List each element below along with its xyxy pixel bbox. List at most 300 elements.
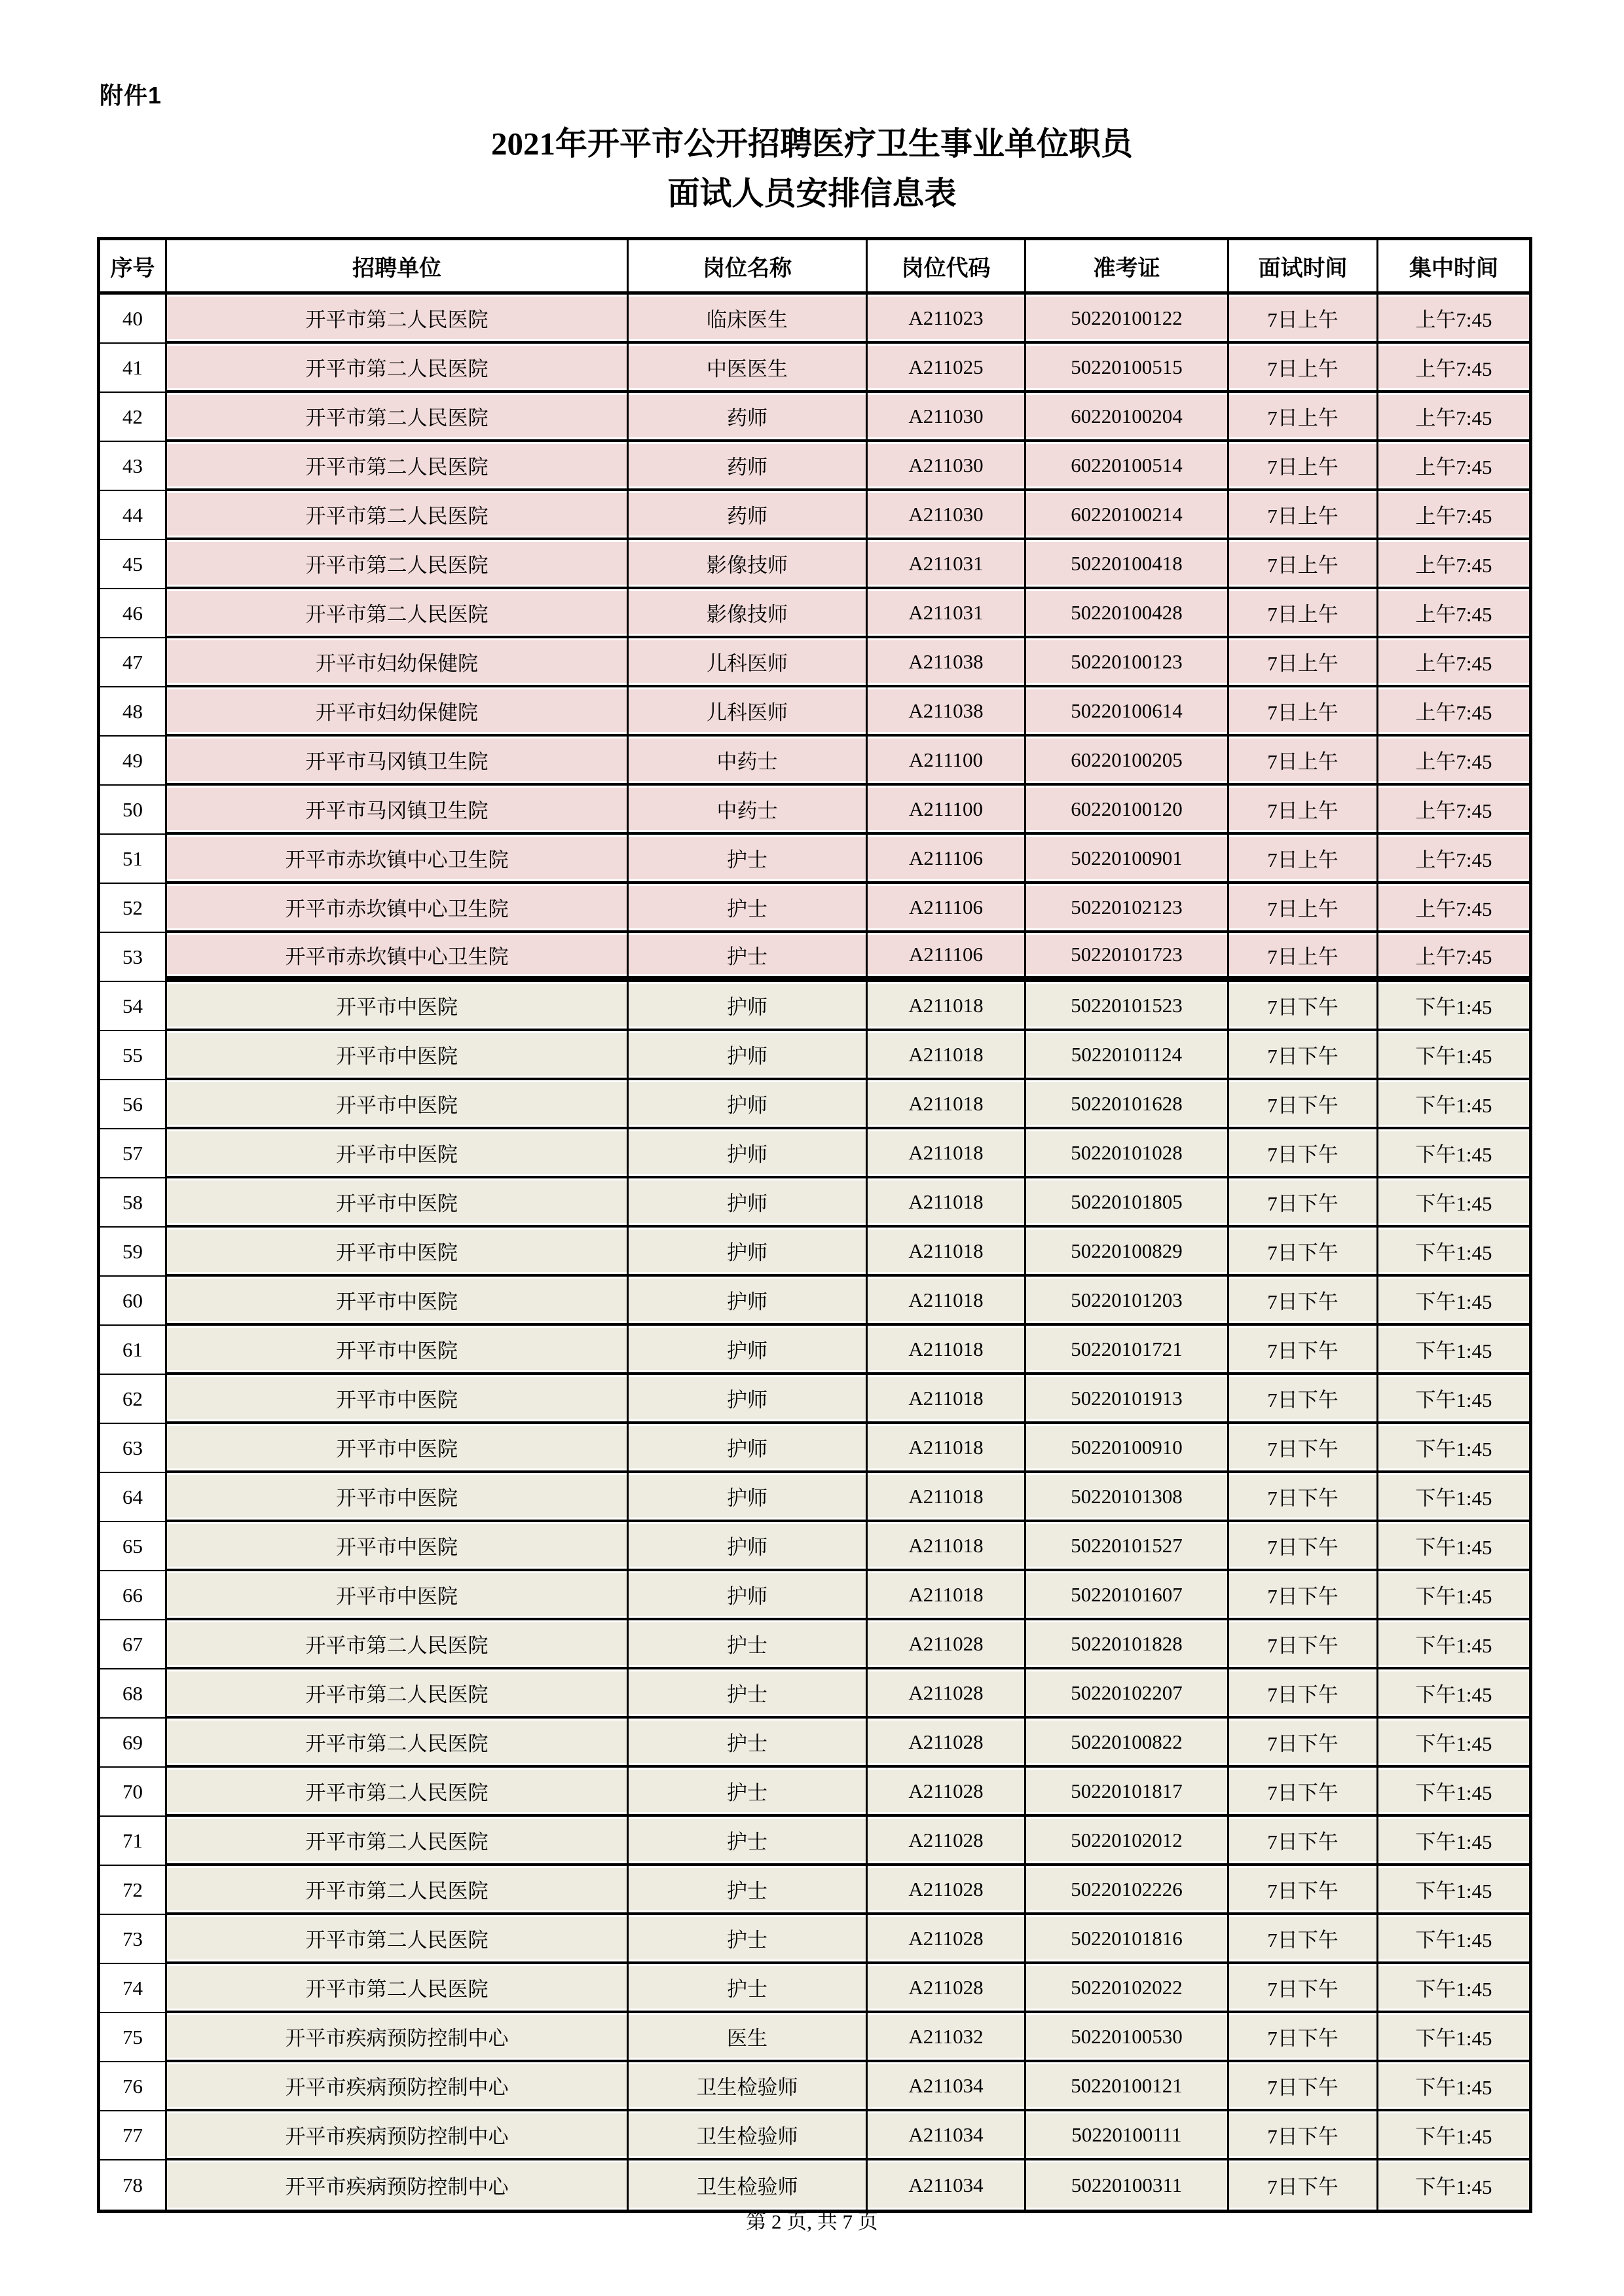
cell-ticket: 50220101805 — [1026, 1178, 1229, 1228]
cell-no: 55 — [100, 1031, 167, 1080]
cell-no: 65 — [100, 1522, 167, 1571]
cell-post: 护士 — [629, 1866, 868, 1915]
cell-unit: 开平市疾病预防控制中心 — [167, 2111, 629, 2160]
cell-ticket: 50220102207 — [1026, 1669, 1229, 1719]
cell-code: A211018 — [868, 1277, 1026, 1326]
cell-ticket: 50220102022 — [1026, 1964, 1229, 2013]
cell-ticket: 50220101203 — [1026, 1277, 1229, 1326]
cell-ticket: 50220100121 — [1026, 2062, 1229, 2111]
cell-post: 护士 — [629, 933, 868, 982]
cell-ticket: 50220101913 — [1026, 1375, 1229, 1424]
cell-gather: 下午1:45 — [1378, 2160, 1529, 2210]
cell-code: A211034 — [868, 2160, 1026, 2210]
cell-post: 护师 — [629, 1571, 868, 1620]
cell-unit: 开平市中医院 — [167, 1129, 629, 1178]
cell-time: 7日下午 — [1229, 1915, 1378, 1964]
cell-gather: 上午7:45 — [1378, 884, 1529, 933]
table-row — [100, 687, 1529, 737]
cell-time: 7日下午 — [1229, 1326, 1378, 1375]
cell-post: 护师 — [629, 1129, 868, 1178]
cell-no: 44 — [100, 491, 167, 540]
table-row — [100, 1915, 1529, 1964]
cell-gather: 下午1:45 — [1378, 2111, 1529, 2160]
cell-no: 50 — [100, 786, 167, 835]
cell-unit: 开平市第二人民医院 — [167, 442, 629, 491]
cell-code: A211028 — [868, 1964, 1026, 2013]
cell-post: 护师 — [629, 1178, 868, 1228]
cell-post: 护师 — [629, 1080, 868, 1129]
cell-time: 7日下午 — [1229, 1424, 1378, 1473]
cell-no: 58 — [100, 1178, 167, 1228]
cell-time: 7日下午 — [1229, 1080, 1378, 1129]
cell-no: 42 — [100, 393, 167, 442]
cell-post: 护师 — [629, 1473, 868, 1522]
interview-schedule-table — [97, 237, 1532, 2213]
cell-gather: 下午1:45 — [1378, 1228, 1529, 1277]
table-row — [100, 1228, 1529, 1277]
table-row — [100, 786, 1529, 835]
cell-post: 卫生检验师 — [629, 2160, 868, 2210]
cell-no: 62 — [100, 1375, 167, 1424]
table-row — [100, 1620, 1529, 1669]
cell-ticket: 50220100122 — [1026, 295, 1229, 344]
cell-ticket: 50220100418 — [1026, 540, 1229, 589]
table-row — [100, 1669, 1529, 1719]
cell-post: 护士 — [629, 1768, 868, 1817]
cell-time: 7日下午 — [1229, 982, 1378, 1031]
cell-time: 7日上午 — [1229, 491, 1378, 540]
table-row — [100, 2062, 1529, 2111]
cell-time: 7日下午 — [1229, 1277, 1378, 1326]
cell-ticket: 50220101721 — [1026, 1326, 1229, 1375]
cell-post: 中医医生 — [629, 344, 868, 393]
cell-post: 影像技师 — [629, 540, 868, 589]
cell-gather: 下午1:45 — [1378, 1915, 1529, 1964]
cell-ticket: 60220100120 — [1026, 786, 1229, 835]
cell-code: A211023 — [868, 295, 1026, 344]
cell-code: A211028 — [868, 1620, 1026, 1669]
cell-time: 7日下午 — [1229, 1866, 1378, 1915]
cell-unit: 开平市赤坎镇中心卫生院 — [167, 933, 629, 982]
cell-code: A211018 — [868, 1178, 1026, 1228]
cell-gather: 下午1:45 — [1378, 1719, 1529, 1768]
cell-gather: 上午7:45 — [1378, 933, 1529, 982]
cell-unit: 开平市中医院 — [167, 1228, 629, 1277]
cell-code: A211032 — [868, 2013, 1026, 2062]
column-header-5: 面试时间 — [1229, 240, 1378, 295]
cell-gather: 下午1:45 — [1378, 1620, 1529, 1669]
cell-post: 护师 — [629, 1375, 868, 1424]
cell-ticket: 50220100515 — [1026, 344, 1229, 393]
cell-unit: 开平市中医院 — [167, 1277, 629, 1326]
cell-no: 41 — [100, 344, 167, 393]
cell-gather: 下午1:45 — [1378, 1080, 1529, 1129]
cell-gather: 下午1:45 — [1378, 2013, 1529, 2062]
cell-ticket: 50220100822 — [1026, 1719, 1229, 1768]
table-row — [100, 1964, 1529, 2013]
cell-code: A211018 — [868, 1129, 1026, 1178]
cell-post: 护师 — [629, 1326, 868, 1375]
cell-code: A211028 — [868, 1915, 1026, 1964]
cell-code: A211100 — [868, 786, 1026, 835]
cell-time: 7日上午 — [1229, 786, 1378, 835]
cell-ticket: 50220101628 — [1026, 1080, 1229, 1129]
cell-ticket: 50220101828 — [1026, 1620, 1229, 1669]
cell-code: A211028 — [868, 1817, 1026, 1866]
cell-time: 7日上午 — [1229, 344, 1378, 393]
cell-post: 儿科医师 — [629, 638, 868, 687]
cell-unit: 开平市妇幼保健院 — [167, 687, 629, 737]
cell-post: 护士 — [629, 1719, 868, 1768]
cell-time: 7日下午 — [1229, 1571, 1378, 1620]
cell-no: 59 — [100, 1228, 167, 1277]
cell-code: A211018 — [868, 1326, 1026, 1375]
cell-gather: 下午1:45 — [1378, 1473, 1529, 1522]
cell-gather: 上午7:45 — [1378, 687, 1529, 737]
cell-ticket: 50220100530 — [1026, 2013, 1229, 2062]
column-header-4: 准考证 — [1026, 240, 1229, 295]
cell-ticket: 50220101308 — [1026, 1473, 1229, 1522]
cell-code: A211100 — [868, 737, 1026, 786]
table-row — [100, 589, 1529, 638]
table-row — [100, 1129, 1529, 1178]
cell-no: 54 — [100, 982, 167, 1031]
cell-ticket: 60220100205 — [1026, 737, 1229, 786]
cell-gather: 上午7:45 — [1378, 344, 1529, 393]
cell-code: A211025 — [868, 344, 1026, 393]
cell-time: 7日上午 — [1229, 638, 1378, 687]
cell-gather: 上午7:45 — [1378, 540, 1529, 589]
cell-post: 护士 — [629, 1620, 868, 1669]
cell-unit: 开平市中医院 — [167, 1424, 629, 1473]
cell-unit: 开平市赤坎镇中心卫生院 — [167, 884, 629, 933]
cell-gather: 下午1:45 — [1378, 1178, 1529, 1228]
cell-post: 药师 — [629, 491, 868, 540]
cell-code: A211018 — [868, 1228, 1026, 1277]
cell-code: A211018 — [868, 1522, 1026, 1571]
cell-ticket: 50220101816 — [1026, 1915, 1229, 1964]
title-line-2: 面试人员安排信息表 — [667, 175, 957, 211]
cell-time: 7日上午 — [1229, 737, 1378, 786]
cell-post: 护士 — [629, 884, 868, 933]
cell-time: 7日下午 — [1229, 1473, 1378, 1522]
cell-ticket: 50220100901 — [1026, 835, 1229, 884]
cell-gather: 上午7:45 — [1378, 393, 1529, 442]
cell-unit: 开平市中医院 — [167, 1326, 629, 1375]
cell-post: 护师 — [629, 982, 868, 1031]
cell-time: 7日上午 — [1229, 835, 1378, 884]
cell-ticket: 50220100311 — [1026, 2160, 1229, 2210]
cell-post: 护士 — [629, 1964, 868, 2013]
table-row — [100, 737, 1529, 786]
cell-code: A211018 — [868, 1375, 1026, 1424]
table-row — [100, 1571, 1529, 1620]
cell-unit: 开平市第二人民医院 — [167, 540, 629, 589]
table-row — [100, 442, 1529, 491]
table-row — [100, 1080, 1529, 1129]
table-row — [100, 295, 1529, 344]
table-row — [100, 1424, 1529, 1473]
cell-unit: 开平市赤坎镇中心卫生院 — [167, 835, 629, 884]
cell-gather: 下午1:45 — [1378, 1964, 1529, 2013]
cell-post: 药师 — [629, 442, 868, 491]
cell-gather: 上午7:45 — [1378, 589, 1529, 638]
cell-gather: 上午7:45 — [1378, 786, 1529, 835]
cell-code: A211018 — [868, 1080, 1026, 1129]
cell-gather: 下午1:45 — [1378, 982, 1529, 1031]
cell-time: 7日下午 — [1229, 1768, 1378, 1817]
cell-post: 护士 — [629, 1915, 868, 1964]
cell-code: A211030 — [868, 393, 1026, 442]
cell-no: 46 — [100, 589, 167, 638]
cell-unit: 开平市疾病预防控制中心 — [167, 2013, 629, 2062]
table-row — [100, 1326, 1529, 1375]
cell-no: 72 — [100, 1866, 167, 1915]
cell-unit: 开平市第二人民医院 — [167, 1768, 629, 1817]
cell-time: 7日下午 — [1229, 2062, 1378, 2111]
cell-unit: 开平市第二人民医院 — [167, 393, 629, 442]
cell-code: A211018 — [868, 1473, 1026, 1522]
cell-unit: 开平市第二人民医院 — [167, 589, 629, 638]
cell-unit: 开平市第二人民医院 — [167, 1866, 629, 1915]
table-row — [100, 1178, 1529, 1228]
cell-unit: 开平市马冈镇卫生院 — [167, 737, 629, 786]
cell-ticket: 60220100514 — [1026, 442, 1229, 491]
cell-gather: 下午1:45 — [1378, 1866, 1529, 1915]
table-row — [100, 884, 1529, 933]
cell-no: 63 — [100, 1424, 167, 1473]
cell-no: 48 — [100, 687, 167, 737]
cell-gather: 下午1:45 — [1378, 1277, 1529, 1326]
cell-unit: 开平市马冈镇卫生院 — [167, 786, 629, 835]
cell-code: A211028 — [868, 1669, 1026, 1719]
table-row — [100, 1473, 1529, 1522]
cell-code: A211030 — [868, 442, 1026, 491]
cell-no: 51 — [100, 835, 167, 884]
cell-post: 护师 — [629, 1228, 868, 1277]
table-row — [100, 1031, 1529, 1080]
cell-code: A211018 — [868, 1571, 1026, 1620]
column-header-2: 岗位名称 — [629, 240, 868, 295]
cell-post: 护士 — [629, 1669, 868, 1719]
cell-ticket: 50220101124 — [1026, 1031, 1229, 1080]
cell-no: 57 — [100, 1129, 167, 1178]
table-row — [100, 933, 1529, 982]
cell-no: 78 — [100, 2160, 167, 2210]
cell-ticket: 50220101817 — [1026, 1768, 1229, 1817]
cell-post: 中药士 — [629, 786, 868, 835]
cell-time: 7日下午 — [1229, 1719, 1378, 1768]
table-row — [100, 2111, 1529, 2160]
cell-no: 69 — [100, 1719, 167, 1768]
cell-unit: 开平市中医院 — [167, 1571, 629, 1620]
cell-time: 7日上午 — [1229, 589, 1378, 638]
cell-unit: 开平市第二人民医院 — [167, 344, 629, 393]
cell-post: 卫生检验师 — [629, 2111, 868, 2160]
cell-no: 64 — [100, 1473, 167, 1522]
table-row — [100, 638, 1529, 687]
cell-code: A211028 — [868, 1866, 1026, 1915]
cell-code: A211030 — [868, 491, 1026, 540]
cell-time: 7日下午 — [1229, 1620, 1378, 1669]
cell-ticket: 50220102123 — [1026, 884, 1229, 933]
cell-unit: 开平市第二人民医院 — [167, 1817, 629, 1866]
table-row — [100, 491, 1529, 540]
cell-time: 7日下午 — [1229, 1031, 1378, 1080]
cell-time: 7日下午 — [1229, 2013, 1378, 2062]
cell-no: 71 — [100, 1817, 167, 1866]
page-title — [0, 119, 1624, 219]
cell-code: A211018 — [868, 1031, 1026, 1080]
table-row — [100, 1817, 1529, 1866]
cell-code: A211028 — [868, 1719, 1026, 1768]
cell-unit: 开平市中医院 — [167, 982, 629, 1031]
cell-post: 护师 — [629, 1031, 868, 1080]
cell-unit: 开平市第二人民医院 — [167, 1964, 629, 2013]
cell-ticket: 50220102226 — [1026, 1866, 1229, 1915]
cell-code: A211018 — [868, 1424, 1026, 1473]
cell-ticket: 50220101527 — [1026, 1522, 1229, 1571]
cell-ticket: 50220101607 — [1026, 1571, 1229, 1620]
cell-ticket: 60220100214 — [1026, 491, 1229, 540]
cell-time: 7日下午 — [1229, 1178, 1378, 1228]
cell-gather: 下午1:45 — [1378, 1031, 1529, 1080]
cell-code: A211038 — [868, 687, 1026, 737]
cell-post: 药师 — [629, 393, 868, 442]
cell-ticket: 50220101028 — [1026, 1129, 1229, 1178]
cell-post: 卫生检验师 — [629, 2062, 868, 2111]
cell-no: 53 — [100, 933, 167, 982]
cell-ticket: 50220102012 — [1026, 1817, 1229, 1866]
table-row — [100, 1719, 1529, 1768]
column-header-6: 集中时间 — [1378, 240, 1529, 295]
title-line-1: 2021年开平市公开招聘医疗卫生事业单位职员 — [490, 126, 1133, 162]
cell-unit: 开平市中医院 — [167, 1080, 629, 1129]
attachment-label: 附件1 — [100, 82, 162, 109]
cell-code: A211031 — [868, 589, 1026, 638]
cell-gather: 上午7:45 — [1378, 295, 1529, 344]
cell-time: 7日下午 — [1229, 1129, 1378, 1178]
cell-unit: 开平市第二人民医院 — [167, 1915, 629, 1964]
cell-gather: 上午7:45 — [1378, 835, 1529, 884]
cell-code: A211028 — [868, 1768, 1026, 1817]
cell-unit: 开平市中医院 — [167, 1473, 629, 1522]
cell-post: 影像技师 — [629, 589, 868, 638]
cell-post: 护师 — [629, 1522, 868, 1571]
cell-gather: 下午1:45 — [1378, 1522, 1529, 1571]
cell-gather: 上午7:45 — [1378, 638, 1529, 687]
cell-gather: 上午7:45 — [1378, 442, 1529, 491]
cell-gather: 上午7:45 — [1378, 737, 1529, 786]
table-row — [100, 982, 1529, 1031]
cell-time: 7日上午 — [1229, 884, 1378, 933]
cell-post: 中药士 — [629, 737, 868, 786]
cell-ticket: 50220100614 — [1026, 687, 1229, 737]
cell-ticket: 50220101723 — [1026, 933, 1229, 982]
cell-ticket: 50220101523 — [1026, 982, 1229, 1031]
cell-unit: 开平市妇幼保健院 — [167, 638, 629, 687]
cell-time: 7日上午 — [1229, 295, 1378, 344]
cell-gather: 上午7:45 — [1378, 491, 1529, 540]
cell-no: 40 — [100, 295, 167, 344]
cell-no: 73 — [100, 1915, 167, 1964]
cell-gather: 下午1:45 — [1378, 1424, 1529, 1473]
cell-gather: 下午1:45 — [1378, 1326, 1529, 1375]
cell-unit: 开平市疾病预防控制中心 — [167, 2160, 629, 2210]
header-row — [100, 240, 1529, 295]
cell-no: 75 — [100, 2013, 167, 2062]
cell-no: 43 — [100, 442, 167, 491]
table-row — [100, 1768, 1529, 1817]
table-row — [100, 2160, 1529, 2210]
cell-no: 61 — [100, 1326, 167, 1375]
cell-time: 7日下午 — [1229, 2160, 1378, 2210]
cell-time: 7日下午 — [1229, 1375, 1378, 1424]
cell-time: 7日下午 — [1229, 1964, 1378, 2013]
cell-unit: 开平市中医院 — [167, 1522, 629, 1571]
cell-code: A211106 — [868, 884, 1026, 933]
table-row — [100, 393, 1529, 442]
cell-unit: 开平市中医院 — [167, 1178, 629, 1228]
cell-no: 45 — [100, 540, 167, 589]
page-footer: 第 2 页, 共 7 页 — [746, 2210, 878, 2233]
table-row — [100, 344, 1529, 393]
cell-code: A211106 — [868, 835, 1026, 884]
cell-no: 66 — [100, 1571, 167, 1620]
cell-code: A211106 — [868, 933, 1026, 982]
cell-gather: 下午1:45 — [1378, 1129, 1529, 1178]
cell-no: 60 — [100, 1277, 167, 1326]
cell-post: 护士 — [629, 835, 868, 884]
table-row — [100, 835, 1529, 884]
cell-no: 56 — [100, 1080, 167, 1129]
cell-no: 67 — [100, 1620, 167, 1669]
cell-post: 护士 — [629, 1817, 868, 1866]
cell-gather: 下午1:45 — [1378, 2062, 1529, 2111]
cell-code: A211031 — [868, 540, 1026, 589]
cell-no: 76 — [100, 2062, 167, 2111]
table-body — [100, 295, 1529, 2210]
cell-gather: 下午1:45 — [1378, 1669, 1529, 1719]
table-row — [100, 1866, 1529, 1915]
cell-no: 70 — [100, 1768, 167, 1817]
cell-time: 7日上午 — [1229, 442, 1378, 491]
table-row — [100, 1277, 1529, 1326]
cell-unit: 开平市第二人民医院 — [167, 295, 629, 344]
cell-unit: 开平市第二人民医院 — [167, 1669, 629, 1719]
cell-ticket: 50220100111 — [1026, 2111, 1229, 2160]
cell-ticket: 60220100204 — [1026, 393, 1229, 442]
cell-post: 护师 — [629, 1424, 868, 1473]
cell-unit: 开平市第二人民医院 — [167, 1719, 629, 1768]
column-header-3: 岗位代码 — [868, 240, 1026, 295]
table-row — [100, 540, 1529, 589]
cell-gather: 下午1:45 — [1378, 1768, 1529, 1817]
column-header-1: 招聘单位 — [167, 240, 629, 295]
cell-ticket: 50220100910 — [1026, 1424, 1229, 1473]
cell-time: 7日下午 — [1229, 1669, 1378, 1719]
cell-gather: 下午1:45 — [1378, 1571, 1529, 1620]
cell-time: 7日上午 — [1229, 393, 1378, 442]
cell-unit: 开平市疾病预防控制中心 — [167, 2062, 629, 2111]
cell-unit: 开平市中医院 — [167, 1375, 629, 1424]
cell-code: A211018 — [868, 982, 1026, 1031]
cell-code: A211034 — [868, 2062, 1026, 2111]
cell-no: 49 — [100, 737, 167, 786]
cell-time: 7日上午 — [1229, 687, 1378, 737]
cell-unit: 开平市第二人民医院 — [167, 1620, 629, 1669]
cell-no: 68 — [100, 1669, 167, 1719]
